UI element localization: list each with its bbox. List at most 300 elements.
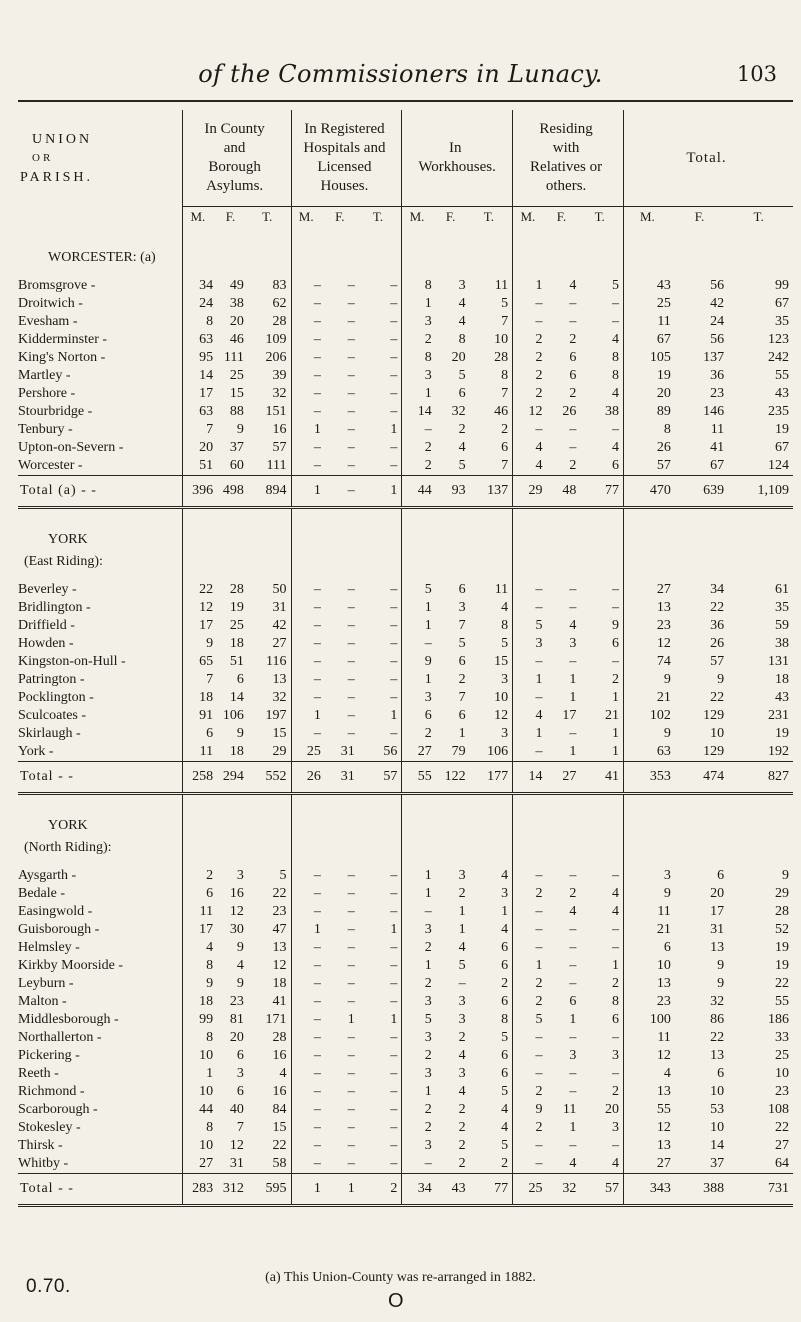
- value-cell: –: [347, 332, 355, 347]
- union-label: Malton -: [18, 994, 67, 1009]
- value-cell: –: [347, 976, 355, 991]
- table-row: [18, 439, 793, 457]
- value-cell: 11: [710, 422, 725, 437]
- table-row: [18, 1029, 793, 1047]
- subheader-female: F.: [436, 207, 470, 228]
- value-cell: 294: [217, 762, 248, 793]
- value-cell: –: [390, 868, 398, 883]
- value-cell: –: [390, 440, 398, 455]
- value-cell: 111: [223, 350, 244, 365]
- value-cell: 2: [569, 386, 577, 401]
- value-cell: 639: [675, 476, 728, 507]
- value-cell: 17: [562, 708, 577, 723]
- union-label: Kingston-on-Hull -: [18, 654, 126, 669]
- value-cell: 23: [229, 994, 244, 1009]
- value-cell: –: [291, 653, 325, 671]
- section-title: YORK: [48, 532, 88, 547]
- value-cell: 7: [182, 671, 217, 689]
- value-cell: 235: [768, 404, 789, 419]
- value-cell: 3: [402, 367, 436, 385]
- value-cell: 2: [402, 331, 436, 349]
- spacer-cell: [325, 508, 359, 530]
- value-cell: 2: [513, 885, 547, 903]
- value-cell: –: [569, 1084, 577, 1099]
- value-cell: –: [390, 690, 398, 705]
- value-cell: 26: [710, 636, 725, 651]
- value-cell: 5: [501, 296, 509, 311]
- spacer-cell: [359, 859, 402, 867]
- spacer-cell: [580, 269, 623, 277]
- value-cell: 2: [513, 993, 547, 1011]
- value-cell: –: [612, 868, 619, 883]
- value-cell: 5: [402, 581, 436, 599]
- value-cell: 6: [236, 1048, 244, 1063]
- value-cell: 19: [775, 958, 789, 973]
- spacer-cell: [470, 573, 513, 581]
- value-cell: –: [390, 1030, 398, 1045]
- value-cell: 731: [728, 1174, 793, 1205]
- spacer-cell: [580, 529, 623, 551]
- total-row: [18, 762, 793, 793]
- value-cell: 67: [775, 296, 789, 311]
- footer-signature-mark: 0.70.: [26, 1276, 71, 1297]
- value-cell: 4: [612, 904, 619, 919]
- footnote: (a) This Union-County was re-arranged in 1882.: [265, 1270, 536, 1285]
- value-cell: 4: [513, 707, 547, 725]
- value-cell: 17: [710, 904, 725, 919]
- union-label: Pershore -: [18, 386, 76, 401]
- value-cell: –: [513, 295, 547, 313]
- value-cell: 4: [458, 1084, 466, 1099]
- subheader-male: M.: [291, 207, 325, 228]
- value-cell: 50: [272, 582, 287, 597]
- value-cell: 1: [458, 904, 466, 919]
- subheader-female: F.: [675, 207, 728, 228]
- spacer-cell: [182, 508, 217, 530]
- total-row: [18, 1174, 793, 1205]
- value-cell: 6: [501, 958, 509, 973]
- spacer-cell: [675, 529, 728, 551]
- value-cell: 146: [703, 404, 725, 419]
- table-row: [18, 1155, 793, 1174]
- value-cell: 36: [710, 618, 725, 633]
- value-cell: 19: [775, 940, 789, 955]
- value-cell: 14: [182, 367, 217, 385]
- value-cell: –: [569, 654, 577, 669]
- union-label: Scarborough -: [18, 1102, 98, 1117]
- table-row: [18, 1047, 793, 1065]
- value-cell: –: [402, 903, 436, 921]
- value-cell: 19: [624, 367, 675, 385]
- value-cell: 44: [182, 1101, 217, 1119]
- value-cell: 9: [717, 958, 725, 973]
- value-cell: 3: [612, 1120, 619, 1135]
- table-row: [18, 581, 793, 599]
- value-cell: 43: [775, 386, 789, 401]
- value-cell: 4: [501, 868, 509, 883]
- spacer-cell: [325, 247, 359, 269]
- spacer-cell: [325, 859, 359, 867]
- value-cell: 1: [402, 957, 436, 975]
- value-cell: –: [513, 867, 547, 885]
- value-cell: 4: [458, 940, 466, 955]
- value-cell: 129: [703, 744, 725, 759]
- value-cell: 8: [182, 957, 217, 975]
- value-cell: 44: [402, 476, 436, 507]
- value-cell: 1: [501, 904, 509, 919]
- spacer-cell: [728, 269, 793, 277]
- value-cell: –: [347, 582, 355, 597]
- table-row: [18, 277, 793, 295]
- spacer-cell: [182, 794, 217, 816]
- value-cell: 1: [513, 671, 547, 689]
- value-cell: 25: [624, 295, 675, 313]
- spacer-cell: [182, 815, 217, 837]
- value-cell: 1: [359, 476, 402, 507]
- page-number: 103: [736, 62, 777, 86]
- value-cell: 894: [248, 476, 291, 507]
- spacer-cell: [217, 508, 248, 530]
- spacer-cell: [547, 794, 581, 816]
- value-cell: 95: [182, 349, 217, 367]
- value-cell: 2: [513, 367, 547, 385]
- value-cell: 10: [182, 1047, 217, 1065]
- value-cell: 1: [513, 277, 547, 295]
- value-cell: –: [402, 635, 436, 653]
- value-cell: –: [513, 939, 547, 957]
- value-cell: 8: [182, 1119, 217, 1137]
- value-cell: 5: [501, 1030, 509, 1045]
- value-cell: 102: [624, 707, 675, 725]
- value-cell: 4: [236, 958, 244, 973]
- table-row: [18, 1011, 793, 1029]
- spacer-cell: [728, 837, 793, 859]
- value-cell: –: [291, 617, 325, 635]
- union-label: Worcester -: [18, 458, 83, 473]
- value-cell: –: [347, 314, 355, 329]
- value-cell: 37: [229, 440, 244, 455]
- value-cell: 13: [624, 975, 675, 993]
- value-cell: 3: [458, 1012, 466, 1027]
- spacer-cell: [624, 815, 675, 837]
- spacer-cell: [547, 529, 581, 551]
- value-cell: 9: [717, 672, 725, 687]
- subheader-total: T.: [248, 207, 291, 228]
- value-cell: 88: [229, 404, 244, 419]
- value-cell: –: [390, 458, 398, 473]
- value-cell: 46: [229, 332, 244, 347]
- spacer-cell: [513, 227, 547, 247]
- spacer-cell: [217, 815, 248, 837]
- section-heading: [18, 815, 793, 837]
- total-row: [18, 476, 793, 507]
- value-cell: 13: [710, 940, 725, 955]
- value-cell: 60: [229, 458, 244, 473]
- spacer-cell: [580, 247, 623, 269]
- spacer-cell: [18, 573, 182, 581]
- value-cell: –: [347, 654, 355, 669]
- value-cell: 9: [782, 868, 789, 883]
- spacer-cell: [402, 227, 436, 247]
- table-row: [18, 617, 793, 635]
- spacer-cell: [248, 529, 291, 551]
- value-cell: 1: [402, 867, 436, 885]
- value-cell: 7: [501, 314, 509, 329]
- footer-mark: O: [388, 1290, 404, 1312]
- value-cell: 20: [710, 886, 725, 901]
- value-cell: –: [569, 958, 577, 973]
- value-cell: 18: [182, 993, 217, 1011]
- value-cell: –: [291, 1101, 325, 1119]
- value-cell: 8: [624, 421, 675, 439]
- spacer-cell: [182, 573, 217, 581]
- union-label: Sculcoates -: [18, 708, 87, 723]
- value-cell: –: [390, 386, 398, 401]
- spacer-cell: [547, 227, 581, 247]
- value-cell: 18: [272, 976, 287, 991]
- value-cell: 12: [182, 599, 217, 617]
- section-spacer: [18, 227, 793, 247]
- spacer-cell: [436, 508, 470, 530]
- spacer-cell: [624, 794, 675, 816]
- value-cell: 13: [272, 940, 287, 955]
- spacer-cell: [402, 529, 436, 551]
- value-cell: 1: [458, 726, 466, 741]
- spacer-cell: [580, 837, 623, 859]
- value-cell: 116: [266, 654, 287, 669]
- union-label: Upton-on-Severn -: [18, 440, 124, 455]
- value-cell: 5: [279, 868, 287, 883]
- value-cell: 4: [569, 618, 577, 633]
- value-cell: –: [347, 1138, 355, 1153]
- value-cell: 6: [501, 940, 509, 955]
- value-cell: –: [291, 1047, 325, 1065]
- spacer-cell: [402, 247, 436, 269]
- spacer-cell: [359, 269, 402, 277]
- value-cell: 16: [272, 1048, 287, 1063]
- spacer-cell: [675, 508, 728, 530]
- value-cell: 18: [182, 689, 217, 707]
- value-cell: –: [390, 636, 398, 651]
- spacer-cell: [248, 794, 291, 816]
- value-cell: 1: [402, 885, 436, 903]
- value-cell: 13: [624, 1083, 675, 1101]
- value-cell: 5: [612, 278, 619, 293]
- value-cell: 9: [612, 618, 619, 633]
- value-cell: –: [390, 278, 398, 293]
- value-cell: –: [347, 618, 355, 633]
- value-cell: 25: [513, 1174, 547, 1205]
- value-cell: 14: [402, 403, 436, 421]
- value-cell: 2: [612, 976, 619, 991]
- value-cell: 93: [436, 476, 470, 507]
- value-cell: 171: [265, 1012, 287, 1027]
- value-cell: 9: [236, 940, 244, 955]
- value-cell: –: [347, 994, 355, 1009]
- section-subheading: [18, 551, 793, 573]
- value-cell: 17: [182, 617, 217, 635]
- value-cell: 1: [569, 1120, 577, 1135]
- value-cell: 34: [710, 582, 725, 597]
- value-cell: 28: [272, 1030, 287, 1045]
- union-label: Thirsk -: [18, 1138, 63, 1153]
- spacer-cell: [470, 859, 513, 867]
- spacer-cell: [291, 815, 325, 837]
- value-cell: 1: [325, 1174, 359, 1205]
- value-cell: 26: [291, 762, 325, 793]
- value-cell: –: [347, 886, 355, 901]
- value-cell: 51: [229, 654, 244, 669]
- value-cell: –: [291, 277, 325, 295]
- value-cell: 6: [182, 725, 217, 743]
- value-cell: 1: [612, 726, 619, 741]
- value-cell: –: [347, 708, 355, 723]
- union-label: Richmond -: [18, 1084, 85, 1099]
- value-cell: 23: [775, 1084, 789, 1099]
- value-cell: –: [390, 1120, 398, 1135]
- value-cell: 2: [402, 439, 436, 457]
- value-cell: 27: [402, 743, 436, 762]
- value-cell: 11: [182, 743, 217, 762]
- value-cell: –: [347, 1084, 355, 1099]
- value-cell: 2: [612, 672, 619, 687]
- value-cell: 131: [768, 654, 789, 669]
- value-cell: 7: [458, 618, 466, 633]
- value-cell: 24: [182, 295, 217, 313]
- value-cell: 11: [182, 903, 217, 921]
- value-cell: 2: [359, 1174, 402, 1205]
- union-label: York -: [18, 744, 54, 759]
- value-cell: –: [390, 618, 398, 633]
- value-cell: 2: [458, 1120, 466, 1135]
- value-cell: 1: [458, 922, 466, 937]
- value-cell: –: [569, 976, 577, 991]
- spacer-cell: [547, 269, 581, 277]
- value-cell: –: [291, 331, 325, 349]
- value-cell: 177: [470, 762, 513, 793]
- value-cell: 13: [624, 1137, 675, 1155]
- value-cell: 57: [624, 457, 675, 476]
- spacer-cell: [728, 508, 793, 530]
- spacer-cell: [470, 551, 513, 573]
- value-cell: –: [347, 1066, 355, 1081]
- spacer-cell: [402, 573, 436, 581]
- value-cell: 3: [236, 868, 244, 883]
- value-cell: –: [390, 314, 398, 329]
- value-cell: 6: [717, 1066, 725, 1081]
- spacer-cell: [624, 247, 675, 269]
- value-cell: –: [291, 671, 325, 689]
- spacer-cell: [675, 269, 728, 277]
- value-cell: 26: [624, 439, 675, 457]
- spacer-cell: [359, 529, 402, 551]
- value-cell: 5: [458, 458, 466, 473]
- value-cell: 1: [402, 671, 436, 689]
- value-cell: –: [569, 296, 577, 311]
- spacer-cell: [402, 837, 436, 859]
- value-cell: –: [612, 940, 619, 955]
- value-cell: 108: [768, 1102, 789, 1117]
- spacer-cell: [359, 837, 402, 859]
- value-cell: 19: [775, 422, 789, 437]
- value-cell: 40: [229, 1102, 244, 1117]
- value-cell: 31: [229, 1156, 244, 1171]
- value-cell: 47: [272, 922, 287, 937]
- value-cell: 6: [569, 350, 577, 365]
- spacer-cell: [248, 815, 291, 837]
- value-cell: 39: [272, 368, 287, 383]
- table-row: [18, 939, 793, 957]
- value-cell: 4: [624, 1065, 675, 1083]
- spacer-cell: [182, 551, 217, 573]
- value-cell: –: [569, 1138, 577, 1153]
- value-cell: 35: [775, 314, 789, 329]
- value-cell: –: [612, 582, 619, 597]
- value-cell: 38: [229, 296, 244, 311]
- value-cell: 10: [710, 726, 725, 741]
- value-cell: 6: [569, 368, 577, 383]
- spacer-cell: [217, 859, 248, 867]
- spacer-cell: [402, 551, 436, 573]
- value-cell: 19: [229, 600, 244, 615]
- value-cell: 1: [291, 921, 325, 939]
- value-cell: 31: [272, 600, 287, 615]
- value-cell: 4: [612, 1156, 619, 1171]
- spacer-cell: [675, 551, 728, 573]
- value-cell: 55: [624, 1101, 675, 1119]
- spacer-cell: [470, 269, 513, 277]
- value-cell: 2: [569, 886, 577, 901]
- value-cell: 6: [624, 939, 675, 957]
- value-cell: 3: [402, 689, 436, 707]
- spacer-cell: [291, 508, 325, 530]
- spacer-cell: [580, 573, 623, 581]
- value-cell: 7: [501, 386, 509, 401]
- spacer-cell: [291, 573, 325, 581]
- value-cell: –: [291, 385, 325, 403]
- spacer-cell: [728, 794, 793, 816]
- value-cell: –: [347, 636, 355, 651]
- value-cell: –: [390, 1156, 398, 1171]
- value-cell: 9: [513, 1101, 547, 1119]
- value-cell: 41: [710, 440, 725, 455]
- union-label: Middlesborough -: [18, 1012, 119, 1027]
- value-cell: 37: [710, 1156, 725, 1171]
- value-cell: 3: [501, 672, 509, 687]
- value-cell: 57: [710, 654, 725, 669]
- value-cell: –: [390, 672, 398, 687]
- value-cell: 33: [775, 1030, 789, 1045]
- value-cell: 2: [458, 1102, 466, 1117]
- value-cell: 32: [451, 404, 466, 419]
- table-row: [18, 1083, 793, 1101]
- value-cell: 6: [612, 1012, 619, 1027]
- value-cell: 61: [775, 582, 789, 597]
- table-row: [18, 1101, 793, 1119]
- value-cell: 23: [624, 993, 675, 1011]
- table-row: [18, 295, 793, 313]
- value-cell: 64: [775, 1156, 789, 1171]
- spacer-cell: [675, 815, 728, 837]
- spacer-cell: [580, 859, 623, 867]
- value-cell: –: [513, 1065, 547, 1083]
- value-cell: 34: [402, 1174, 436, 1205]
- value-cell: 49: [229, 278, 244, 293]
- value-cell: 6: [458, 654, 466, 669]
- value-cell: 29: [513, 476, 547, 507]
- value-cell: 12: [513, 403, 547, 421]
- value-cell: 3: [402, 1065, 436, 1083]
